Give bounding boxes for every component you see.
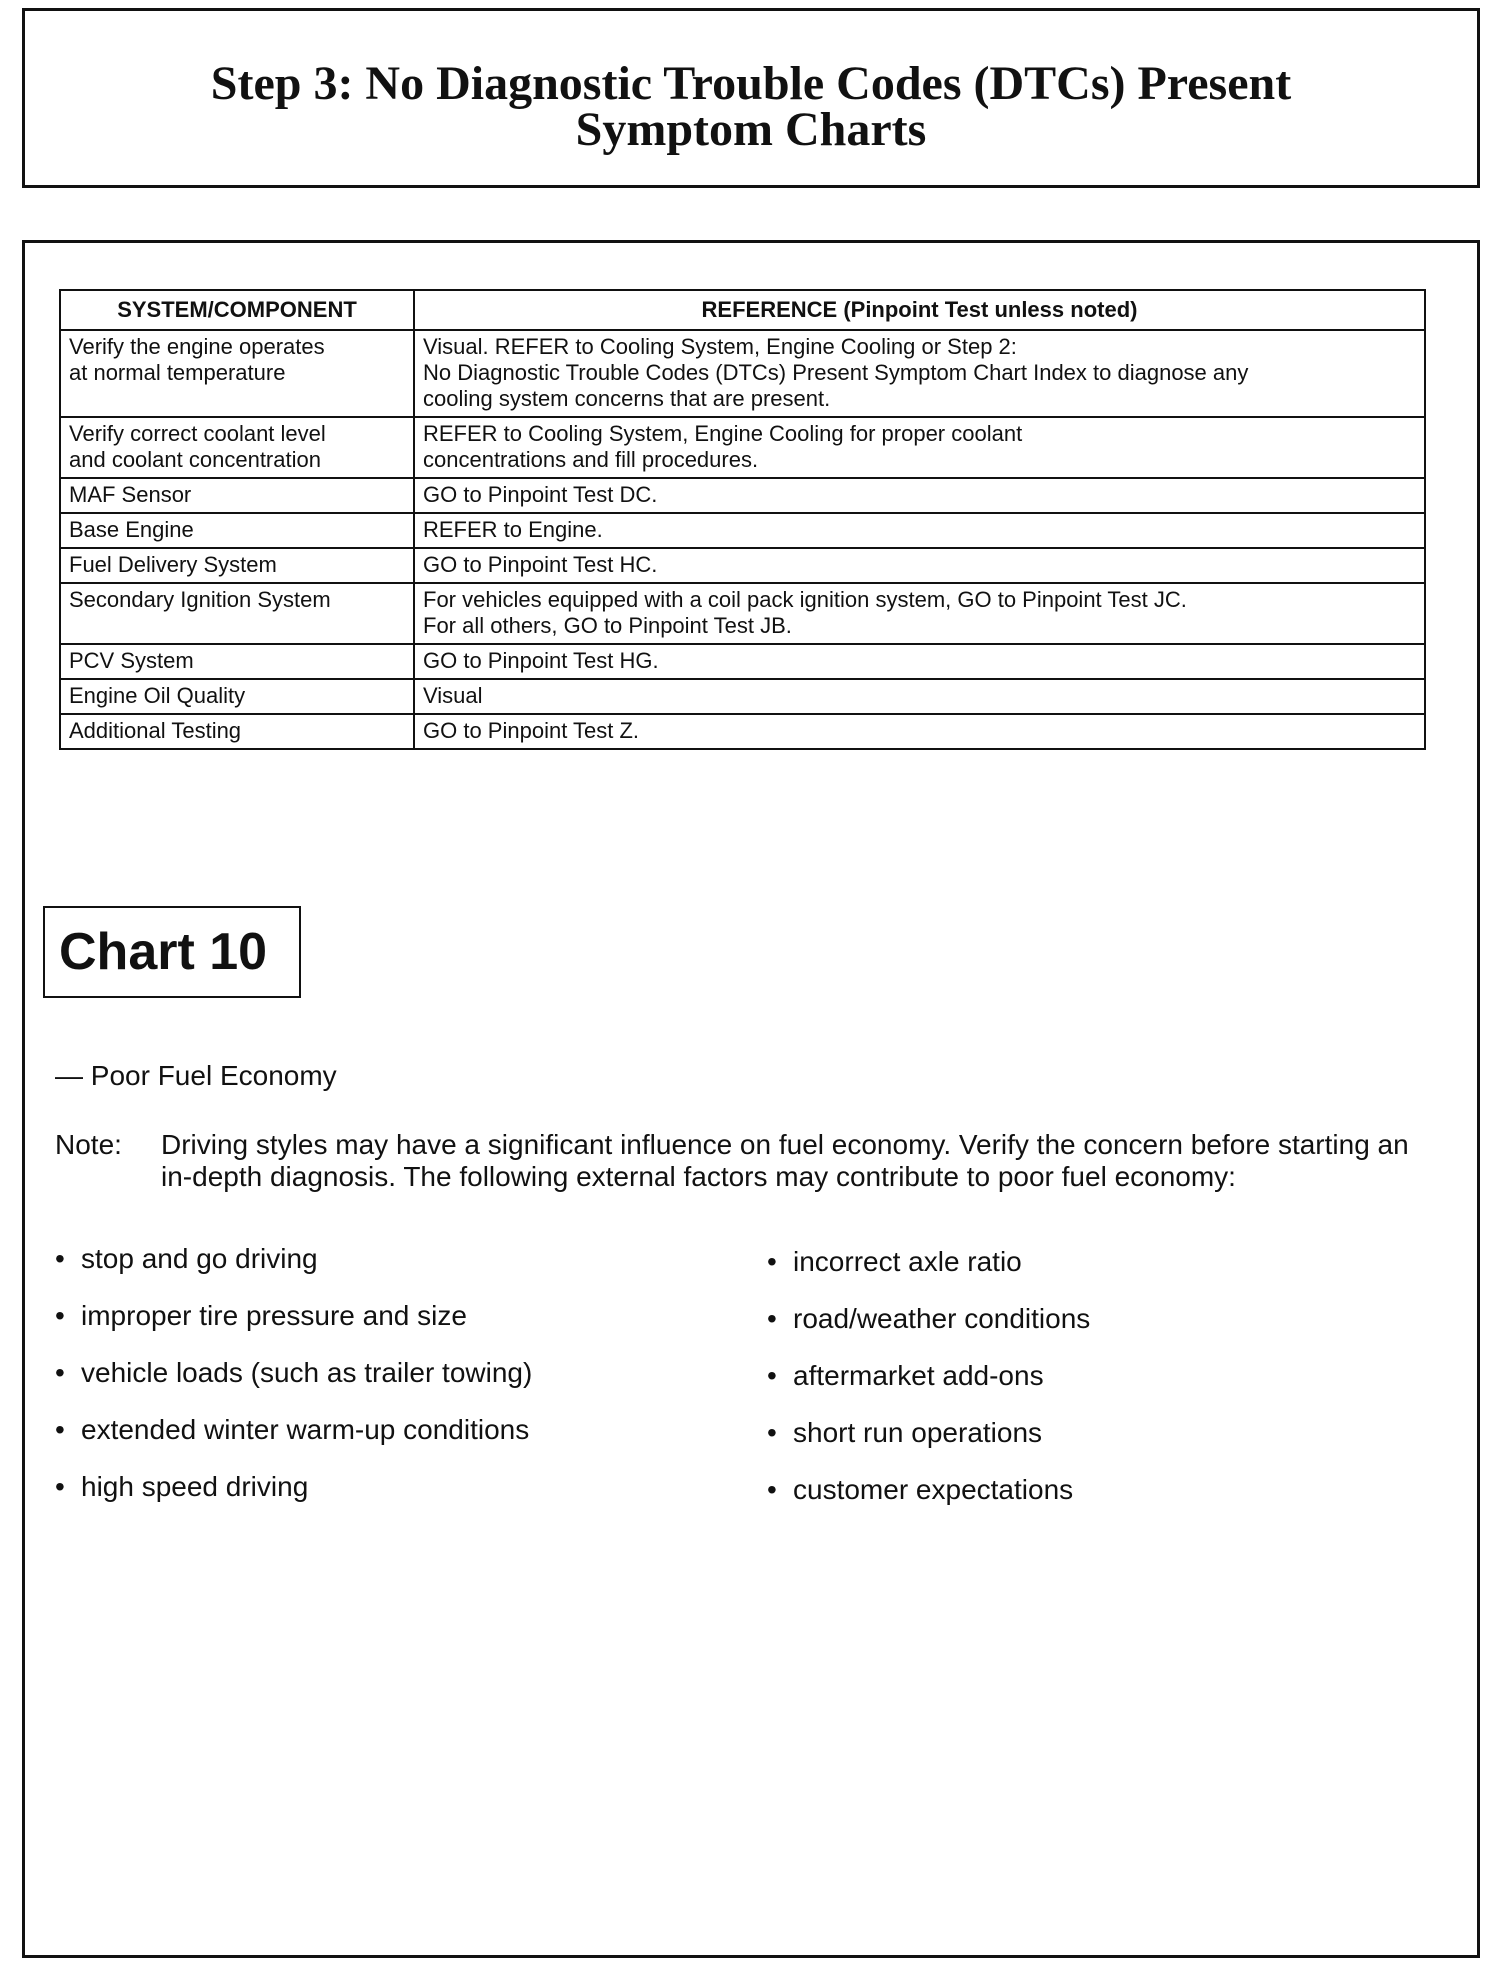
reference-cell: GO to Pinpoint Test HC. <box>414 548 1425 583</box>
reference-cell: For vehicles equipped with a coil pack ignition system, GO to Pinpoint Test JC. For all others, GO to Pinpoint Test JB. <box>414 583 1425 644</box>
column-header-reference: REFERENCE (Pinpoint Test unless noted) <box>414 290 1425 330</box>
system-cell: Secondary Ignition System <box>60 583 414 644</box>
reference-cell: Visual <box>414 679 1425 714</box>
system-cell: Fuel Delivery System <box>60 548 414 583</box>
note-text: Driving styles may have a significant influence on fuel economy. Verify the concern before starting an in-depth diagnosis. The following external factors may contribute to poor fuel economy: <box>161 1129 1409 1192</box>
factor-text: customer expectations <box>793 1474 1074 1505</box>
list-item <box>767 1360 1090 1417</box>
list-item <box>55 1357 532 1414</box>
reference-cell: GO to Pinpoint Test DC. <box>414 478 1425 513</box>
table-header-row <box>60 290 1425 330</box>
bullet-icon: • <box>55 1471 65 1502</box>
system-cell: Engine Oil Quality <box>60 679 414 714</box>
page-header <box>22 8 1480 188</box>
system-cell: MAF Sensor <box>60 478 414 513</box>
symptom-reference-table <box>59 289 1426 750</box>
system-cell: Base Engine <box>60 513 414 548</box>
reference-cell: GO to Pinpoint Test HG. <box>414 644 1425 679</box>
factor-text: vehicle loads (such as trailer towing) <box>81 1357 533 1388</box>
factor-text: extended winter warm-up conditions <box>81 1414 530 1445</box>
list-item <box>767 1303 1090 1360</box>
factor-text: aftermarket add-ons <box>793 1360 1044 1391</box>
list-item <box>767 1246 1090 1303</box>
factor-text: incorrect axle ratio <box>793 1246 1022 1277</box>
factor-list-left <box>55 1243 532 1528</box>
table-row <box>60 679 1425 714</box>
factor-text: road/weather conditions <box>793 1303 1091 1334</box>
list-item <box>767 1474 1090 1531</box>
table-row <box>60 583 1425 644</box>
system-cell: Verify correct coolant level and coolant concentration <box>60 417 414 478</box>
system-cell: Verify the engine operates at normal temperature <box>60 330 414 417</box>
system-cell: PCV System <box>60 644 414 679</box>
bullet-icon: • <box>767 1417 777 1448</box>
reference-cell: Visual. REFER to Cooling System, Engine Cooling or Step 2: No Diagnostic Trouble Codes (DTCs) Present Symptom Chart Index to diagnose any cooling system concerns that are present. <box>414 330 1425 417</box>
table-row <box>60 714 1425 749</box>
column-header-system: SYSTEM/COMPONENT <box>60 290 414 330</box>
table-row <box>60 644 1425 679</box>
table-row <box>60 330 1425 417</box>
note-block <box>55 1129 1445 1193</box>
list-item <box>55 1300 532 1357</box>
bullet-icon: • <box>767 1303 777 1334</box>
symptom-heading: — Poor Fuel Economy <box>55 1060 337 1091</box>
content-panel <box>22 240 1480 1958</box>
table-row <box>60 513 1425 548</box>
table-row <box>60 417 1425 478</box>
list-item <box>55 1471 532 1528</box>
bullet-icon: • <box>767 1360 777 1391</box>
bullet-icon: • <box>55 1243 65 1274</box>
list-item <box>767 1417 1090 1474</box>
factor-text: short run operations <box>793 1417 1043 1448</box>
table-row <box>60 478 1425 513</box>
reference-cell: REFER to Engine. <box>414 513 1425 548</box>
list-item <box>55 1243 532 1300</box>
note-label: Note: <box>55 1129 122 1160</box>
factor-text: improper tire pressure and size <box>81 1300 467 1331</box>
table-row <box>60 548 1425 583</box>
reference-cell: GO to Pinpoint Test Z. <box>414 714 1425 749</box>
page-title-line-2: Symptom Charts <box>575 103 927 156</box>
reference-cell: REFER to Cooling System, Engine Cooling for proper coolant concentrations and fill procedures. <box>414 417 1425 478</box>
bullet-icon: • <box>767 1474 777 1505</box>
list-item <box>55 1414 532 1471</box>
factor-text: high speed driving <box>81 1471 309 1502</box>
system-cell: Additional Testing <box>60 714 414 749</box>
bullet-icon: • <box>55 1357 65 1388</box>
factor-text: stop and go driving <box>81 1243 318 1274</box>
bullet-icon: • <box>55 1300 65 1331</box>
page-title-line-1: Step 3: No Diagnostic Trouble Codes (DTCs) Present <box>210 57 1292 110</box>
bullet-icon: • <box>767 1246 777 1277</box>
chart-title: Chart 10 <box>43 906 301 998</box>
bullet-icon: • <box>55 1414 65 1445</box>
factor-list-right <box>767 1246 1090 1531</box>
